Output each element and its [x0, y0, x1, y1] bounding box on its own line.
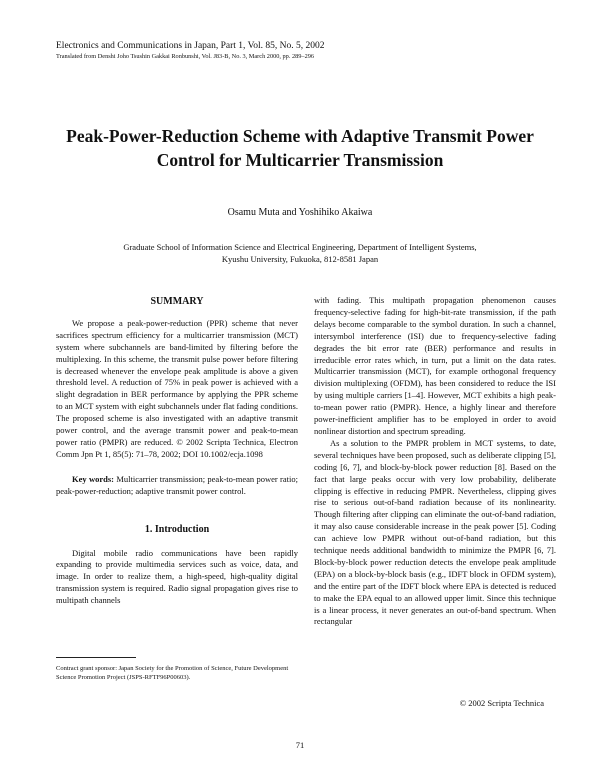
- left-column: [56, 296, 298, 607]
- summary-heading: SUMMARY: [150, 296, 204, 307]
- page-number: 71: [295, 740, 305, 750]
- affiliation-line-1: Graduate School of Information Science and Electrical Engineering, Department of Intelligent Systems,: [123, 242, 477, 252]
- keywords-paragraph: [56, 474, 298, 498]
- affiliation-line-2: Kyushu University, Fukuoka, 812-8581 Japan: [221, 254, 379, 264]
- footnote: Contract grant sponsor: Japan Society for the Promotion of Science, Future Development Science Promotion Project (JSPS-RFTF96P00603).: [56, 665, 289, 681]
- translation-note: Translated from Denshi Joho Tsushin Gakkai Ronbunshi, Vol. J83-B, No. 3, March 2000, pp. 289–296: [56, 53, 315, 60]
- journal-citation: Electronics and Communications in Japan, Part 1, Vol. 85, No. 5, 2002: [56, 41, 325, 51]
- right-column: [314, 295, 556, 628]
- right-paragraph-1: with fading. This multipath propagation phenomenon causes frequency-selective fading for high-bit-rate transmission, if the path delays become comparable to the symbol duration. In such a channel, intersymbol interference (ISI) due to frequency-selective fading degrades the bit error rate (BER) performance and results in irreducible error rates which, in turn, put a limit on the data rates. Multicarrier transmission (MCT), for example orthogonal frequency division multiplexing (OFDM), has been considered to reduce the ISI by using multiple carriers [1–4]. However, MCT exhibits a high peak-to-mean power ratio (PMPR). Hence, a highly linear and therefore power-inefficient amplifier has to be employed in order to avoid nonlinear distortion and spectrum spreading.: [314, 295, 556, 436]
- keywords-label: Key words:: [72, 473, 114, 484]
- affiliation: [60, 241, 540, 265]
- footnote-divider: [56, 657, 136, 658]
- summary-paragraph: We propose a peak-power-reduction (PPR) scheme that never sacrifices spectrum efficiency for a multicarrier transmission (MCT) system where subchannels are band-limited by filtering before the multiplexing. In this scheme, the transmit pulse power before filtering is decreased whenever the envelope peak amplitude is above a given threshold level. A reduction of 75% in peak power is achieved with a slight degradation in BER performance by applying the PPR scheme to an MCT system with eight subchannels under flat fading conditions. The proposed scheme is also investigated with an adaptive transmit power control, and the average transmit power and peak-to-mean power ratio (PMPR) are reduced. © 2002 Scripta Technica, Electron Comm Jpn Pt 1, 85(5): 71–78, 2002; DOI 10.1002/ecja.1098: [56, 317, 298, 459]
- intro-paragraph-1: Digital mobile radio communications have been rapidly expanding to provide multimedia services such as voice, data, and image. In order to realize them, a high-speed, high-quality digital transmission system is required. Radio signal propagation gives rise to multipath channels: [56, 547, 298, 606]
- intro-heading: 1. Introduction: [144, 523, 210, 535]
- keywords-text: Multicarrier transmission; peak-to-mean power ratio; peak-power-reduction; adaptive transmit power control.: [56, 473, 298, 496]
- paper-authors: Osamu Muta and Yoshihiko Akaiwa: [227, 207, 373, 218]
- copyright-notice: © 2002 Scripta Technica: [459, 698, 544, 708]
- right-paragraph-2: As a solution to the PMPR problem in MCT systems, to date, several techniques have been proposed, such as deliberate clipping [5], coding [6, 7], and block-by-block power reduction [8]. Based on the fact that large peaks occur with very low probability, deliberate clipping is effective in reducing PMPR. Nevertheless, clipping gives rise to serious out-of-band radiation because of its nonlinearity. Though filtering after clipping can eliminate the out-of-band radiation, it may also cause considerable increase in the peak power [5]. Coding can achieve low PMPR without out-of-band radiation, but this technique needs additional bandwidth to minimize the PMPR [6, 7]. Block-by-block power reduction detects the envelope peak amplitude (EPA) on a block-by-block basis (e.g., IDFT block in OFDM system), and the entire part of the IDFT block where EPA is detected is reduced to make the EPA equal to an allowed upper limit. Since this technique is a linear process, it never generates an out-of-band spectrum. When rectangular: [314, 437, 556, 627]
- paper-title: Peak-Power-Reduction Scheme with Adaptive Transmit Power Control for Multicarrier Transmission: [66, 126, 534, 170]
